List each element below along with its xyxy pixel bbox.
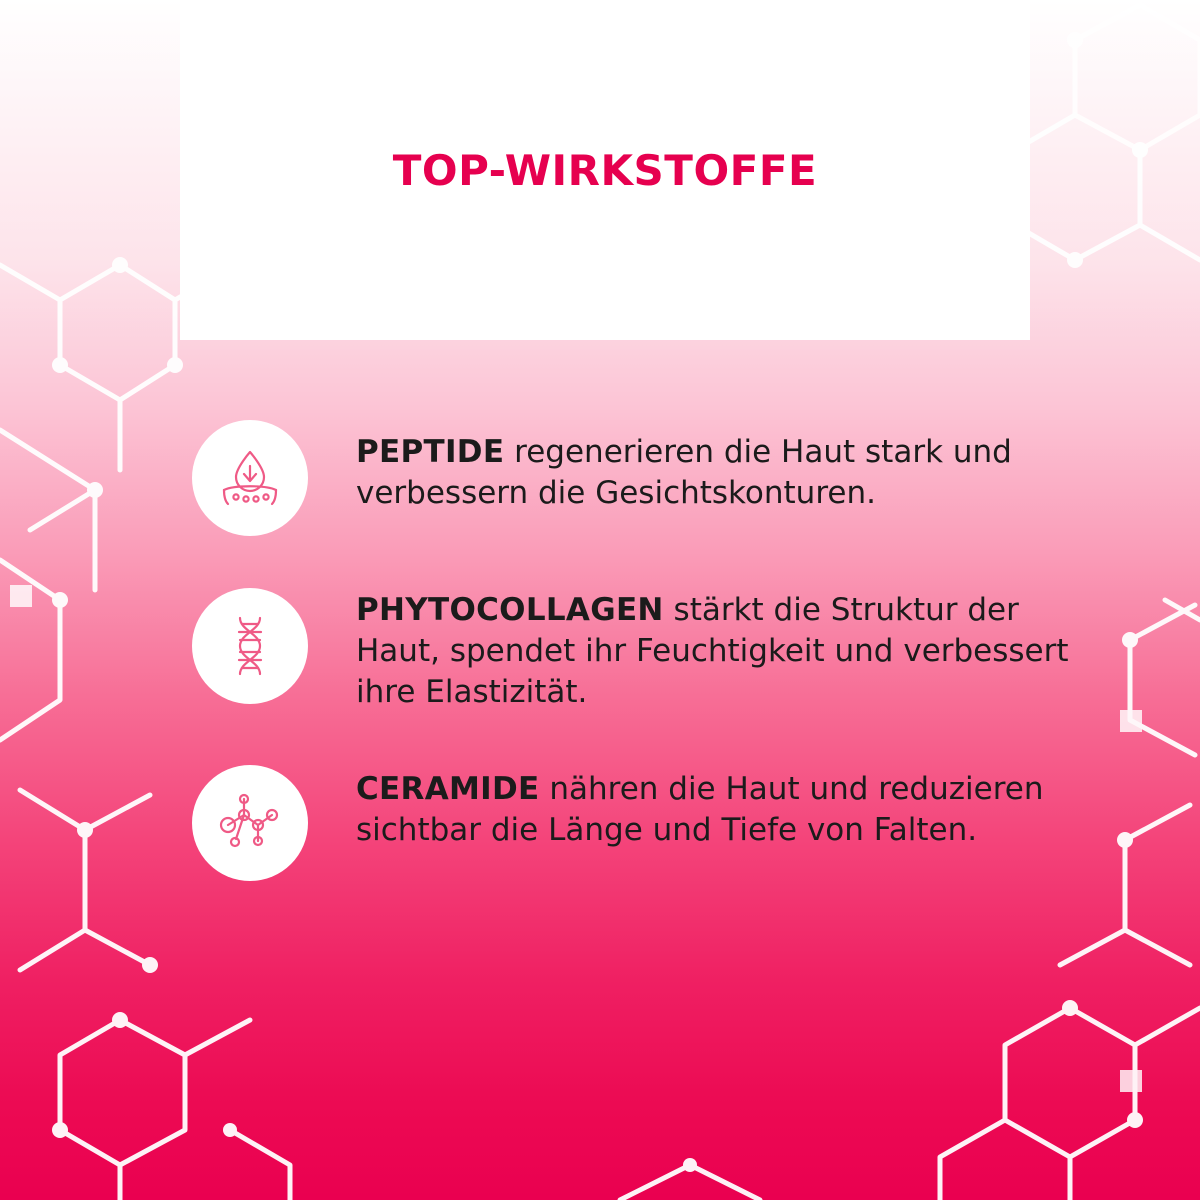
dna-helix-icon [214,610,286,682]
ingredient-text [356,420,1096,514]
list-item [0,420,1200,536]
ingredient-description: stärkt die Struktur der Haut, spendet ihr Feuchtigkeit und verbessert ihre Elastizität. [356,592,1069,710]
ingredient-text [356,588,1096,713]
ingredient-icon-badge [192,588,308,704]
ingredient-name: PEPTIDE [356,434,505,470]
ingredient-description: nähren die Haut und reduzieren sichtbar die Länge und Tiefe von Falten. [356,770,1044,848]
list-item [0,765,1200,881]
ingredient-description: regenerieren die Haut stark und verbessern die Gesichtskonturen. [356,434,1012,511]
ingredient-list [0,420,1200,881]
ingredient-icon-badge [192,765,308,881]
ingredient-name: PHYTOCOLLAGEN [356,592,664,628]
title-panel [180,0,1030,340]
ingredient-name: CERAMIDE [356,770,540,807]
skin-drop-icon [214,442,286,514]
molecule-icon [214,787,286,859]
list-item [0,588,1200,713]
ingredient-icon-badge [192,420,308,536]
page-title: TOP-WIRKSTOFFE [392,145,818,195]
ingredient-text [356,765,1096,851]
